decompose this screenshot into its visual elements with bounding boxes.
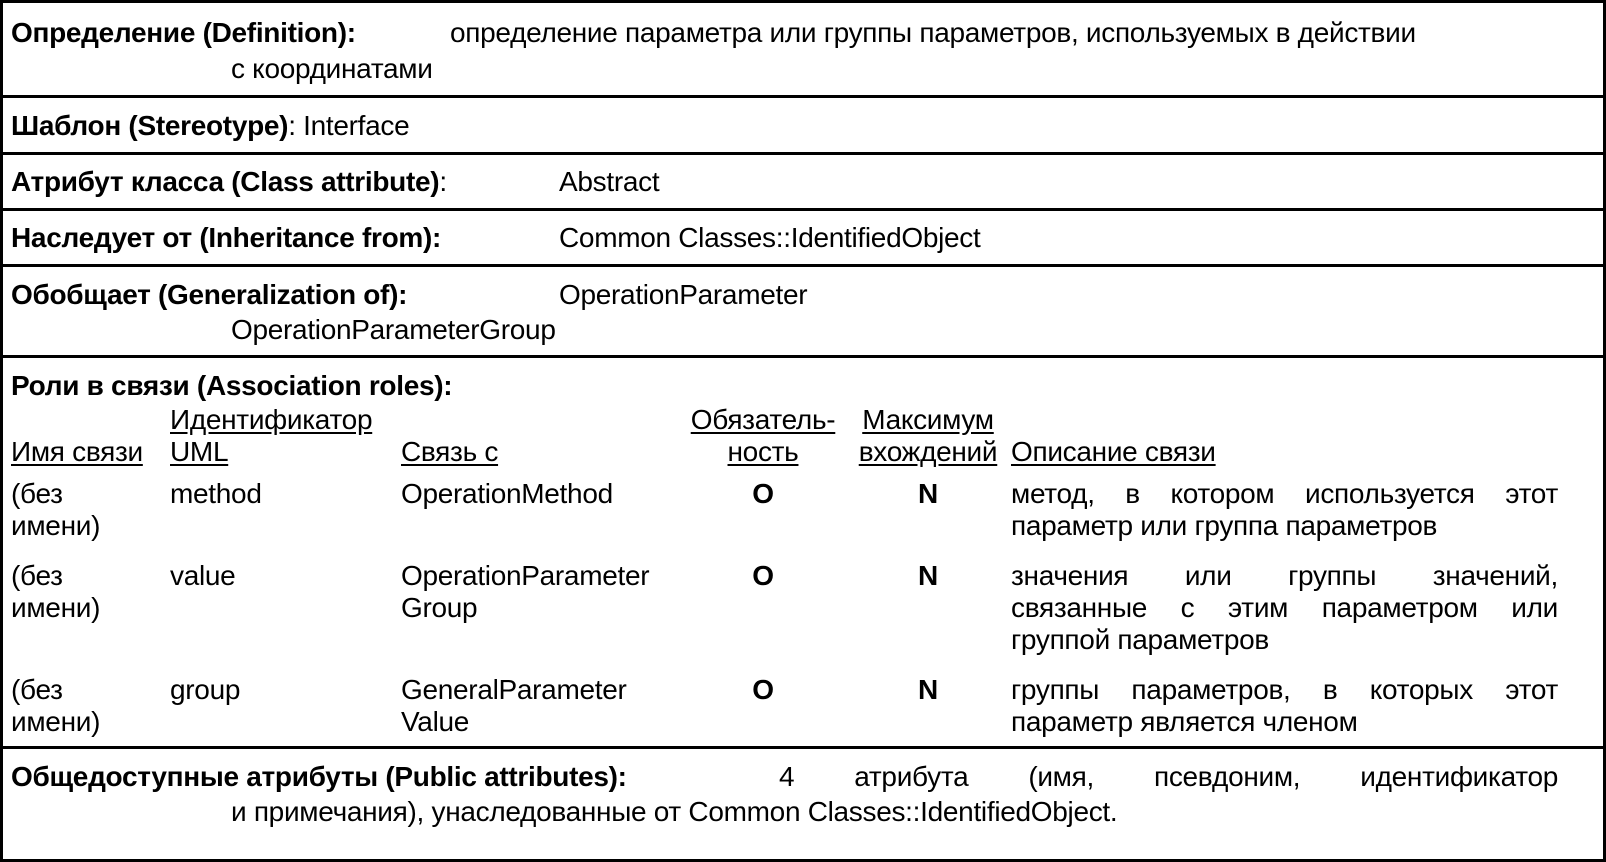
row-uml: value xyxy=(170,560,236,591)
header-max-line2: вхождений xyxy=(858,436,998,467)
row-max: N xyxy=(918,674,938,705)
row-link-line1: OperationParameter xyxy=(401,560,650,591)
header-max-line1: Максимум xyxy=(862,404,994,435)
row-name-line1: (без xyxy=(11,560,63,591)
row-description-line1: метод, в котором используется этот xyxy=(1011,478,1558,509)
header-obligation-line1: Обязатель- xyxy=(690,404,836,435)
row-link-line2: Value xyxy=(401,706,470,737)
row-uml: group xyxy=(170,674,241,705)
definition-row xyxy=(3,3,1603,98)
header-link: Связь с xyxy=(401,436,499,467)
row-description-line2: параметр или группа параметров xyxy=(1011,510,1438,541)
definition-label: Определение (Definition): xyxy=(11,17,356,48)
header-name: Имя связи xyxy=(11,436,143,467)
row-max: N xyxy=(918,560,938,591)
stereotype-value: : Interface xyxy=(288,110,410,141)
row-name-line2: имени) xyxy=(11,592,101,623)
generalization-value-2: OperationParameterGroup xyxy=(231,314,556,345)
definition-text-line1: определение параметра или группы параметров, используемых в действии xyxy=(450,17,1416,48)
row-obligation: O xyxy=(752,560,774,591)
class-attribute-value: Abstract xyxy=(559,166,660,197)
inheritance-label: Наследует от (Inheritance from): xyxy=(11,222,442,253)
inheritance-row xyxy=(3,211,1603,267)
row-link-line2: Group xyxy=(401,592,478,623)
row-name-line2: имени) xyxy=(11,510,101,541)
association-title: Роли в связи (Association roles): xyxy=(11,370,453,401)
row-description-line1: значения или группы значений, xyxy=(1011,560,1558,591)
public-attributes-line1: 4 атрибута (имя, псевдоним, идентификатор xyxy=(779,761,1558,792)
row-link-line1: OperationMethod xyxy=(401,478,613,509)
row-description-line1: группы параметров, в которых этот xyxy=(1011,674,1558,705)
row-max: N xyxy=(918,478,938,509)
class-attribute-colon: : xyxy=(439,166,447,197)
row-name-line2: имени) xyxy=(11,706,101,737)
association-roles-row xyxy=(3,358,1603,749)
row-obligation: O xyxy=(752,674,774,705)
row-link-line1: GeneralParameter xyxy=(401,674,627,705)
row-description-line2: связанные с этим параметром или xyxy=(1011,592,1558,623)
row-obligation: O xyxy=(752,478,774,509)
generalization-label: Обобщает (Generalization of): xyxy=(11,279,408,310)
header-obligation-line2: ность xyxy=(727,436,799,467)
row-name-line1: (без xyxy=(11,478,63,509)
header-uml-line2: UML xyxy=(170,436,229,467)
class-attribute-row xyxy=(3,155,1603,211)
row-name-line1: (без xyxy=(11,674,63,705)
generalization-value-1: OperationParameter xyxy=(559,279,808,310)
generalization-row xyxy=(3,267,1603,358)
row-uml: method xyxy=(170,478,262,509)
stereotype-field xyxy=(11,110,409,142)
inheritance-value: Common Classes::IdentifiedObject xyxy=(559,222,981,253)
public-attributes-line2: и примечания), унаследованные от Common Classes::IdentifiedObject. xyxy=(231,796,1118,827)
stereotype-row xyxy=(3,98,1603,155)
public-attributes-row xyxy=(3,749,1603,859)
header-description: Описание связи xyxy=(1011,436,1216,467)
row-description-line2: параметр является членом xyxy=(1011,706,1358,737)
public-attributes-label: Общедоступные атрибуты (Public attributes): xyxy=(11,761,627,792)
stereotype-label: Шаблон (Stereotype) xyxy=(11,110,289,141)
header-uml-line1: Идентификатор xyxy=(170,404,373,435)
class-attribute-label: Атрибут класса (Class attribute) xyxy=(11,166,440,197)
definition-text-line2: с координатами xyxy=(231,53,433,84)
class-attribute-field xyxy=(11,166,447,198)
row-description-line3: группой параметров xyxy=(1011,624,1270,655)
